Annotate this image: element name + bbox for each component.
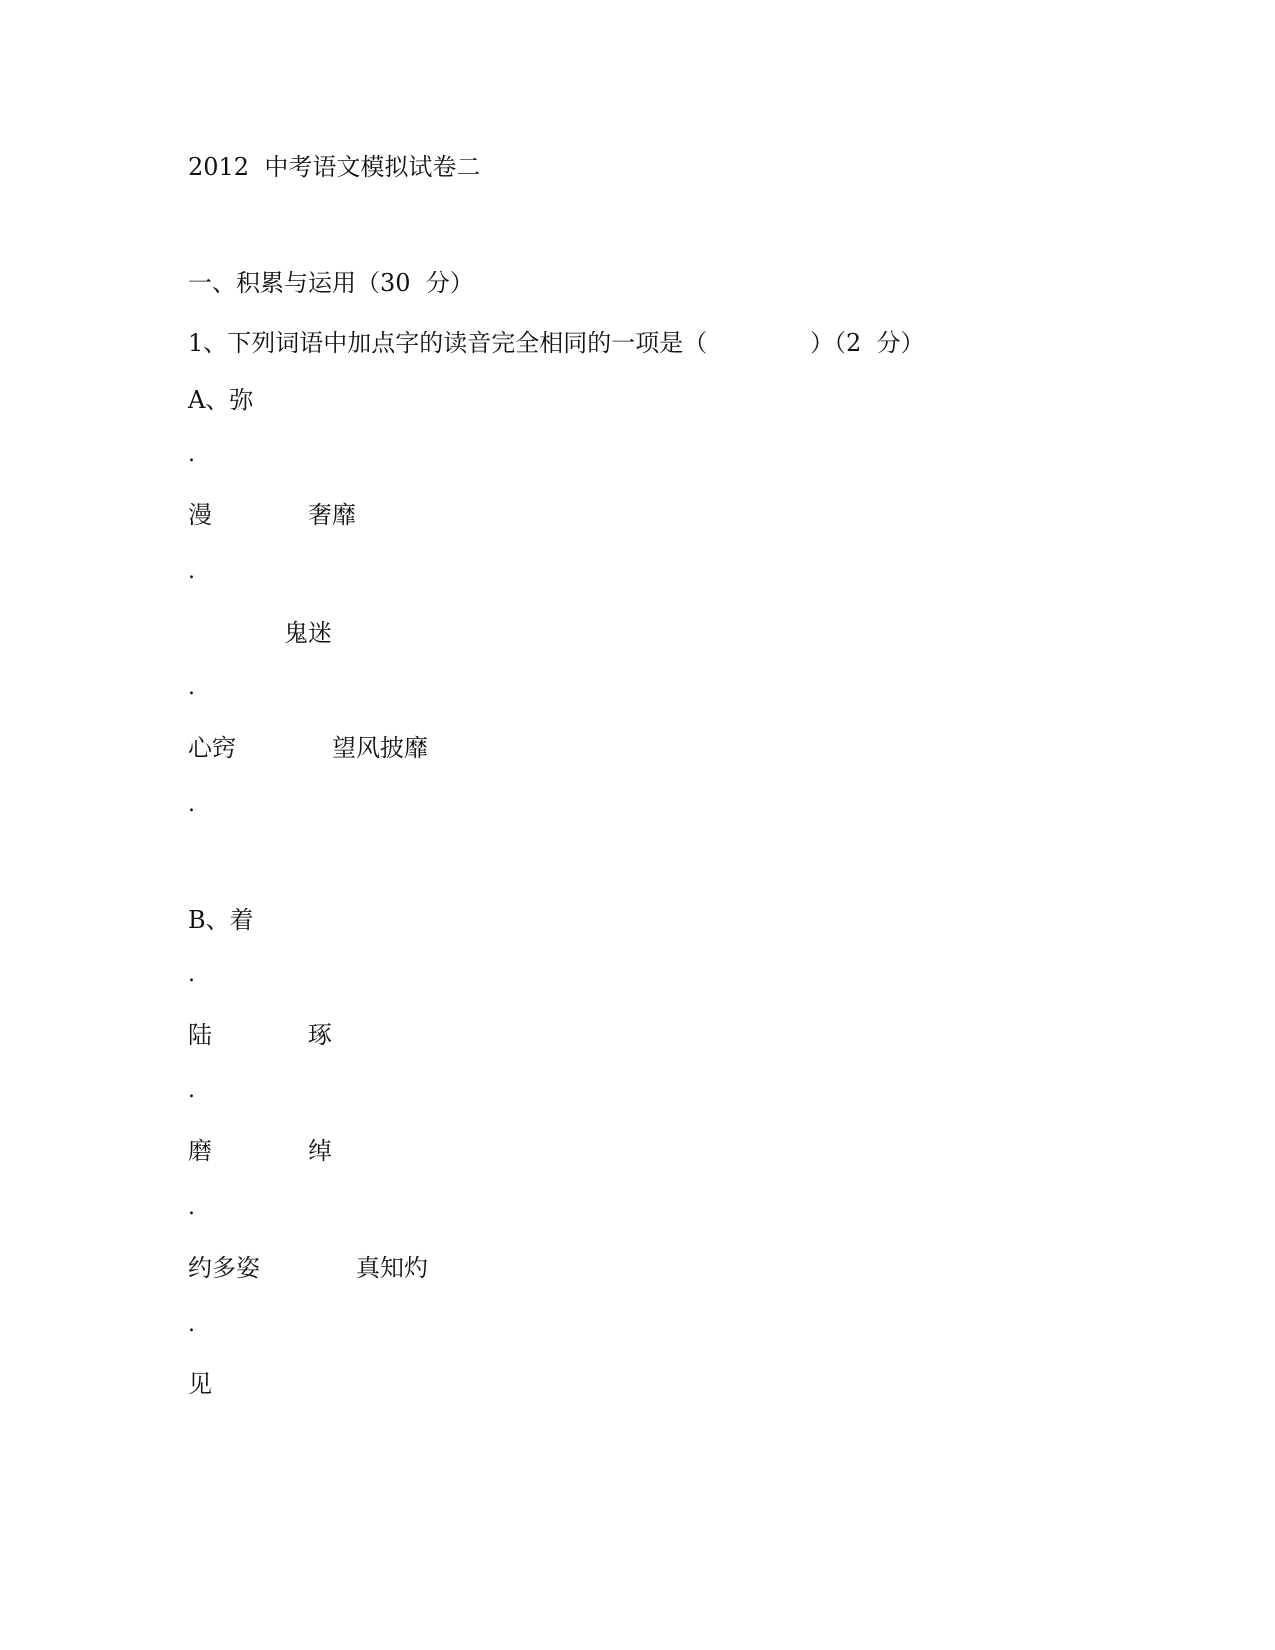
emphasis-dot: .: [188, 792, 195, 817]
option-a-row: [188, 733, 588, 763]
option-b-word: 绰: [308, 1137, 332, 1165]
emphasis-dot: .: [188, 559, 195, 584]
option-a-word: 心窍: [188, 734, 236, 762]
option-b-word: 磨: [188, 1137, 212, 1165]
document-title: 2012 中考语文模拟试卷二: [188, 153, 481, 181]
emphasis-dot: .: [188, 1312, 195, 1337]
emphasis-dot: .: [188, 962, 195, 987]
option-a-row: [188, 618, 588, 648]
option-a-row: [188, 500, 588, 530]
option-a-word: 漫: [188, 501, 212, 529]
option-b-word: 见: [188, 1370, 212, 1398]
option-b-label: B、着: [188, 906, 254, 934]
question-1: [188, 328, 988, 358]
emphasis-dot: .: [188, 1195, 195, 1220]
emphasis-dot: .: [188, 675, 195, 700]
option-b-word: 琢: [308, 1021, 332, 1049]
option-b-row: [188, 1020, 588, 1050]
option-a-word: 奢靡: [308, 501, 356, 529]
option-b-row: [188, 1136, 588, 1166]
option-b-word: 真知灼: [356, 1254, 428, 1282]
option-a-word: 望风披靡: [332, 734, 428, 762]
option-b-row: [188, 1253, 588, 1283]
question-points: ）（2 分）: [810, 329, 925, 357]
option-a-label: A、弥: [188, 386, 254, 414]
option-b-word: 陆: [188, 1021, 212, 1049]
question-stem: 1、下列词语中加点字的读音完全相同的一项是（: [188, 329, 708, 357]
emphasis-dot: .: [188, 1078, 195, 1103]
emphasis-dot: .: [188, 442, 195, 467]
option-a-word: 鬼迷: [284, 619, 332, 647]
section-heading: 一、积累与运用（30 分）: [188, 269, 474, 297]
option-b-word: 约多姿: [188, 1254, 260, 1282]
